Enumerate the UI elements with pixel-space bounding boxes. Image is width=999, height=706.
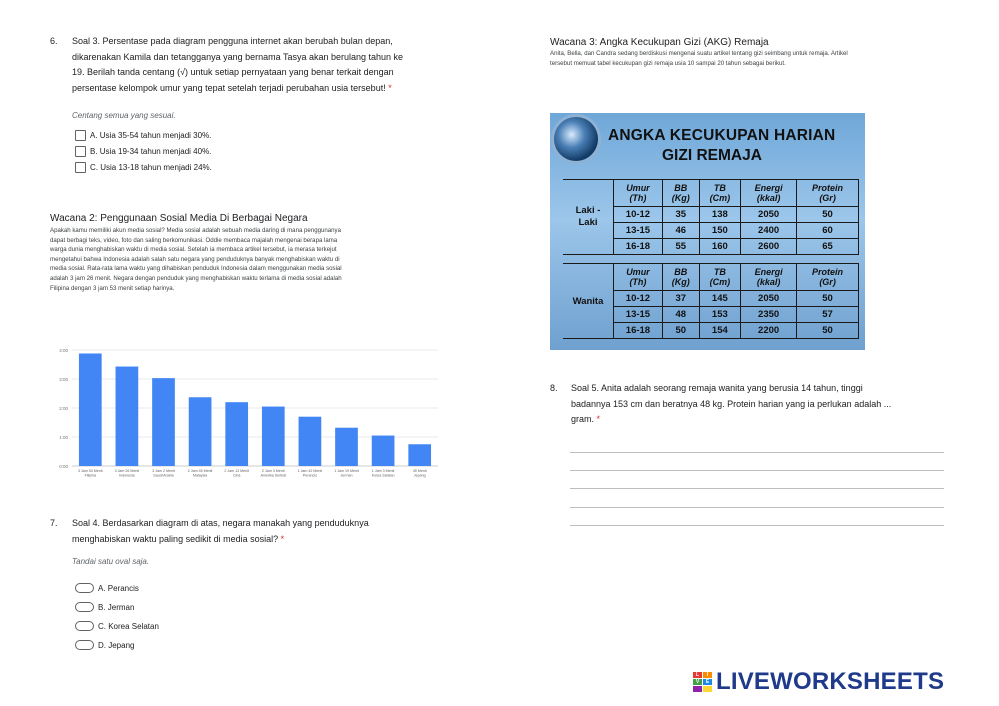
y-tick-label: 4:00 [59,348,68,353]
table-row: 10-12 37 145 2050 50 [563,291,859,307]
wacana-3-body [550,49,950,68]
bar [299,417,322,466]
x-tick-label: Amerika Serikat [260,473,286,478]
x-tick-label: 2 Jam 12 Menit [224,469,249,473]
radio-oval[interactable] [75,640,94,650]
radio-oval[interactable] [75,583,94,593]
x-tick-label: Perancis [302,473,317,478]
wacana-2-line: Filipina dengan 3 jam 53 menit setiap harinya. [50,284,175,292]
wacana-2-body [50,226,450,293]
globe-icon [554,117,598,161]
question-7-hint: Tandai satu oval saja. [72,557,150,566]
radio-oval[interactable] [75,621,94,631]
x-tick-label: 1 Jam 3 Menit [371,469,395,473]
x-tick-label: Jerman [340,473,353,478]
required-mark: * [280,533,285,544]
wacana-3-line: tersebut memuat tabel kecukupan gizi remaja usia 10 sampai 20 tahun sebagai berikut. [550,59,786,67]
header-umur: Umur (Th) [614,264,663,291]
answer-line[interactable] [570,507,944,508]
bar [225,402,248,466]
answer-line[interactable] [570,470,944,471]
header-energi: Energi (kkal) [741,180,797,207]
wacana-2-line: adalah 3 jam 26 menit. Negara dengan penduduk yang menghabiskan waktu terlama di media sosial adalah [50,274,342,282]
header-umur: Umur (Th) [614,180,663,207]
x-tick-label: 1 Jam 42 Menit [297,469,323,473]
bar [372,436,395,466]
option-label: C. Korea Selatan [98,621,159,631]
option-label: A. Perancis [98,583,139,593]
question-8-line-3: gram. [571,414,595,424]
answer-line[interactable] [570,488,944,489]
radio-oval[interactable] [75,602,94,612]
required-mark: * [596,414,601,424]
wacana-2-line: dapat berbagi teks, video, foto dan saling berkomunikasi. Oddie membaca majalah mengenai berapa lama [50,236,338,244]
wacana-2-line: mengetahui bahwa Indonesia adalah salah satu negara yang penduduknya banyak menghabiskan waktu di [50,255,340,263]
header-tb: TB (Cm) [699,180,741,207]
header-bb: BB (Kg) [662,180,699,207]
y-tick-label: 3:00 [59,377,68,382]
liveworksheets-logo [693,668,944,696]
x-tick-label: Indonesia [119,473,135,478]
checkbox-option-a[interactable] [75,128,212,142]
question-6-line-2: dikarenakan Kamila dan tetangganya yang bernama Tasya akan berulang tahun ke [72,51,404,62]
answer-line[interactable] [570,525,944,526]
y-tick-label: 2:00 [59,406,68,411]
radio-option-d[interactable] [75,638,159,652]
y-tick-label: 1:00 [59,435,68,440]
checkbox-option-b[interactable] [75,144,212,158]
question-7-line-1: Soal 4. Berdasarkan diagram di atas, negara manakah yang penduduknya [72,518,369,528]
wacana-2-line: Apakah kamu memiliki akun media sosial? Media sosial adalah sebuah media daring di mana penggunanya [50,227,341,234]
checkbox-option-c[interactable] [75,160,212,174]
option-label: D. Jepang [98,640,135,650]
akg-table-male [563,179,859,255]
question-6-number: 6. [50,36,58,46]
required-mark: * [388,82,392,93]
x-tick-label: 2 Jam 45 Menit [187,469,213,473]
question-7-line-2: menghabiskan waktu paling sedikit di media sosial? [72,533,279,544]
table-row: 13-15 48 153 2350 57 [563,307,859,323]
x-tick-label: Saudi Arabia [153,473,174,478]
option-label: B. Jerman [98,602,135,612]
x-tick-label: Malaysia [193,473,208,478]
akg-title-line-2: GIZI REMAJA [662,147,762,164]
bar [79,353,102,466]
x-tick-label: 3 Jam 2 Menit [152,469,175,473]
header-bb: BB (Kg) [662,264,699,291]
x-tick-label: 1 Jam 19 Menit [334,469,359,473]
y-tick-label: 0:00 [59,464,68,469]
checkbox[interactable] [75,162,86,173]
akg-table-female [563,263,859,339]
wacana-3-line: Anita, Bella, dan Candra sedang berdiskusi mengenai suatu artikel tentang gizi seimbang untuk remaja. Artikel [550,50,848,57]
wacana-2-line: media sosial. Rata-rata lama waktu yang dihabiskan penduduk Indonesia dalam menggunakan media sosial [50,265,342,273]
bar [408,444,431,466]
radio-option-a[interactable] [75,581,159,595]
checkbox[interactable] [75,130,86,141]
logo-blocks-icon: L I V E [693,672,712,692]
question-6-line-4: persentase kelompok umur yang tepat setelah terjadi perubahan usia tersebut! [72,82,386,93]
option-label: B. Usia 19-34 tahun menjadi 40%. [90,146,212,156]
option-label: A. Usia 35-54 tahun menjadi 30%. [90,130,212,140]
x-tick-label: 2 Jam 3 Menit [262,469,285,473]
bar [262,407,285,466]
bar [335,428,358,466]
header-protein: Protein (Gr) [797,180,859,207]
question-8-number: 8. [550,383,558,393]
header-energi: Energi (kkal) [741,264,797,291]
header-protein: Protein (Gr) [797,264,859,291]
x-tick-label: 45 Menit [412,469,427,473]
radio-option-b[interactable] [75,600,159,614]
radio-option-c[interactable] [75,619,159,633]
table-row: 13-15 46 150 2400 60 [563,223,859,239]
x-tick-label: 3 Jam 53 Menit [78,469,103,473]
question-8-text [571,381,951,428]
bar [116,367,139,466]
question-7-text [72,516,462,547]
social-media-bar-chart [50,340,450,485]
group-label-female: Wanita [563,264,614,339]
question-8-line-2: badannya 153 cm dan beratnya 48 kg. Protein harian yang ia perlukan adalah ... [571,398,892,409]
table-row: 16-18 50 154 2200 50 [563,323,859,339]
bar [152,378,175,466]
akg-table-image [550,113,865,350]
wacana-3-title: Wacana 3: Angka Kecukupan Gizi (AKG) Remaja [550,37,769,48]
question-7-number: 7. [50,518,58,528]
x-tick-label: Korea Selatan [371,473,395,478]
x-tick-label: Cina [232,473,241,478]
header-tb: TB (Cm) [699,264,741,291]
option-label: C. Usia 13-18 tahun menjadi 24%. [90,162,212,172]
x-tick-label: Filipina [84,473,96,478]
question-7-options [75,581,159,652]
wacana-2-line: warga dunia menghabiskan waktu di media sosial. Setelah ia membaca artikel tersebut, ia merasa terkejut [50,246,337,254]
logo-text: LIVEWORKSHEETS [716,668,945,695]
question-6-options [75,128,212,174]
answer-line[interactable] [570,452,944,453]
question-6-line-3: 19. Berilah tanda centang (√) untuk setiap pernyataan yang benar terkait dengan [72,67,394,77]
table-row: 10-12 35 138 2050 50 [563,207,859,223]
bar [189,397,212,466]
question-6-text [72,34,462,96]
question-6-hint: Centang semua yang sesuai. [72,111,176,120]
x-tick-label: Jepang [413,473,426,478]
question-8-line-1: Soal 5. Anita adalah seorang remaja wanita yang berusia 14 tahun, tinggi [571,383,863,393]
group-label-male: Laki - Laki [563,180,614,255]
table-row: 16-18 55 160 2600 65 [563,239,859,255]
akg-title-line-1: ANGKA KECUKUPAN HARIAN [608,127,836,144]
checkbox[interactable] [75,146,86,157]
wacana-2-title: Wacana 2: Penggunaan Sosial Media Di Berbagai Negara [50,213,308,224]
question-6-line-1: Soal 3. Persentase pada diagram pengguna internet akan berubah bulan depan, [72,36,393,46]
x-tick-label: 3 Jam 26 Menit [114,469,140,473]
